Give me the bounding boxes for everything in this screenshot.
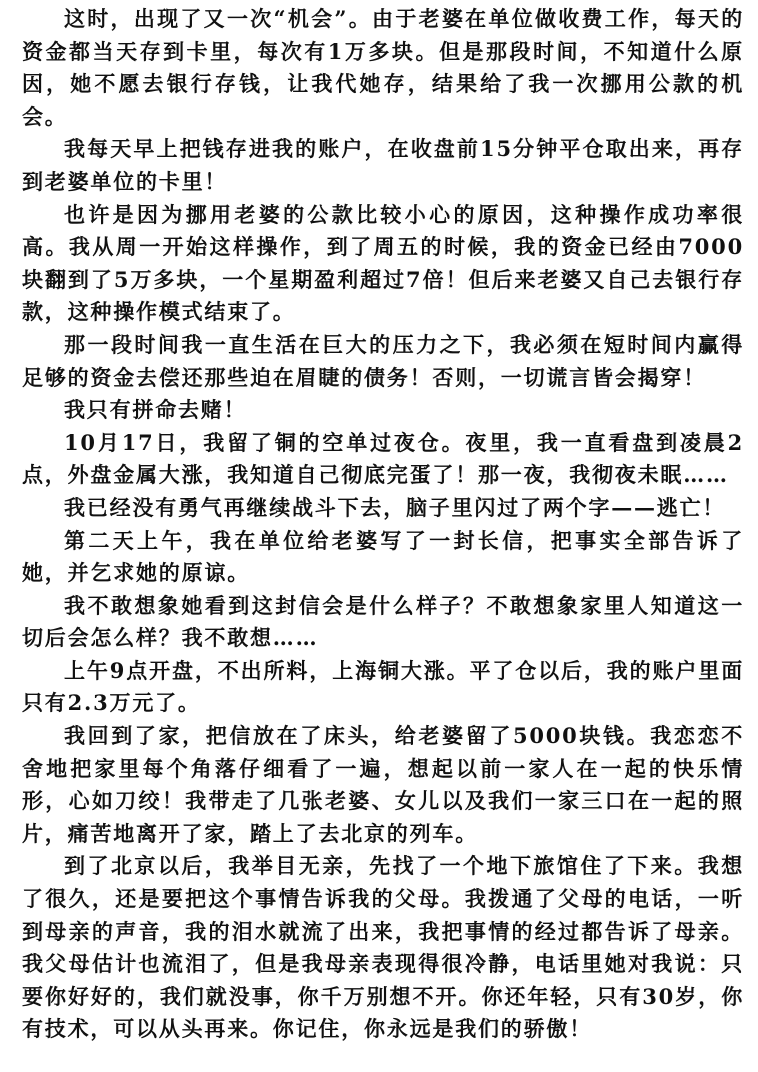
paragraph: 也许是因为挪用老婆的公款比较小心的原因，这种操作成功率很高。我从周一开始这样操作，到了周五的时候，我的资金已经由7000块翻到了5万多块，一个星期盈利超过7倍！但后来老婆又自己去银行存款，这种操作模式结束了。 — [22, 201, 744, 325]
paragraph: 我回到了家，把信放在了床头，给老婆留了5000块钱。我恋恋不舍地把家里每个角落仔细看了一遍，想起以前一家人在一起的快乐情形，心如刀绞！我带走了几张老婆、女儿以及我们一家三口在一起的照片，痛苦地离开了家，踏上了去北京的列车。 — [22, 723, 744, 846]
paragraph: 这时，出现了又一次“机会”。由于老婆在单位做收费工作，每天的资金都当天存到卡里，每次有1万多块。但是那段时间，不知道什么原因，她不愿去银行存钱，让我代她存，结果给了我一次挪用公款的机会。 — [22, 6, 744, 129]
paragraph: 我不敢想象她看到这封信会是什么样子？不敢想象家里人知道这一切后会怎么样？我不敢想…… — [22, 592, 744, 651]
paragraph: 那一段时间我一直生活在巨大的压力之下，我必须在短时间内赢得足够的资金去偿还那些迫在眉睫的债务！否则，一切谎言皆会揭穿！ — [22, 331, 744, 390]
paragraph: 我只有拼命去赌！ — [64, 397, 247, 423]
paragraph: 上午9点开盘，不出所料，上海铜大涨。平了仓以后，我的账户里面只有2.3万元了。 — [22, 657, 744, 716]
paragraph: 到了北京以后，我举目无亲，先找了一个地下旅馆住了下来。我想了很久，还是要把这个事情告诉我的父母。我拨通了父母的电话，一听到母亲的声音，我的泪水就流了出来，我把事情的经过都告诉了母亲。我父母估计也流泪了，但是我母亲表现得很冷静，电话里她对我说：只要你好好的，我们就没事，你千万别想不开。你还年轻，只有30岁，你有技术，可以从头再来。你记住，你永远是我们的骄傲！ — [22, 853, 744, 1042]
paragraph: 我已经没有勇气再继续战斗下去，脑子里闪过了两个字——逃亡！ — [64, 494, 726, 520]
paragraph: 第二天上午，我在单位给老婆写了一封长信，把事实全部告诉了她，并乞求她的原谅。 — [22, 527, 744, 586]
paragraph: 我每天早上把钱存进我的账户，在收盘前15分钟平仓取出来，再存到老婆单位的卡里！ — [22, 136, 744, 194]
paragraph: 10月17日，我留了铜的空单过夜仓。夜里，我一直看盘到凌晨2点，外盘金属大涨，我知道自己彻底完蛋了！那一夜，我彻夜未眠…… — [22, 429, 744, 488]
